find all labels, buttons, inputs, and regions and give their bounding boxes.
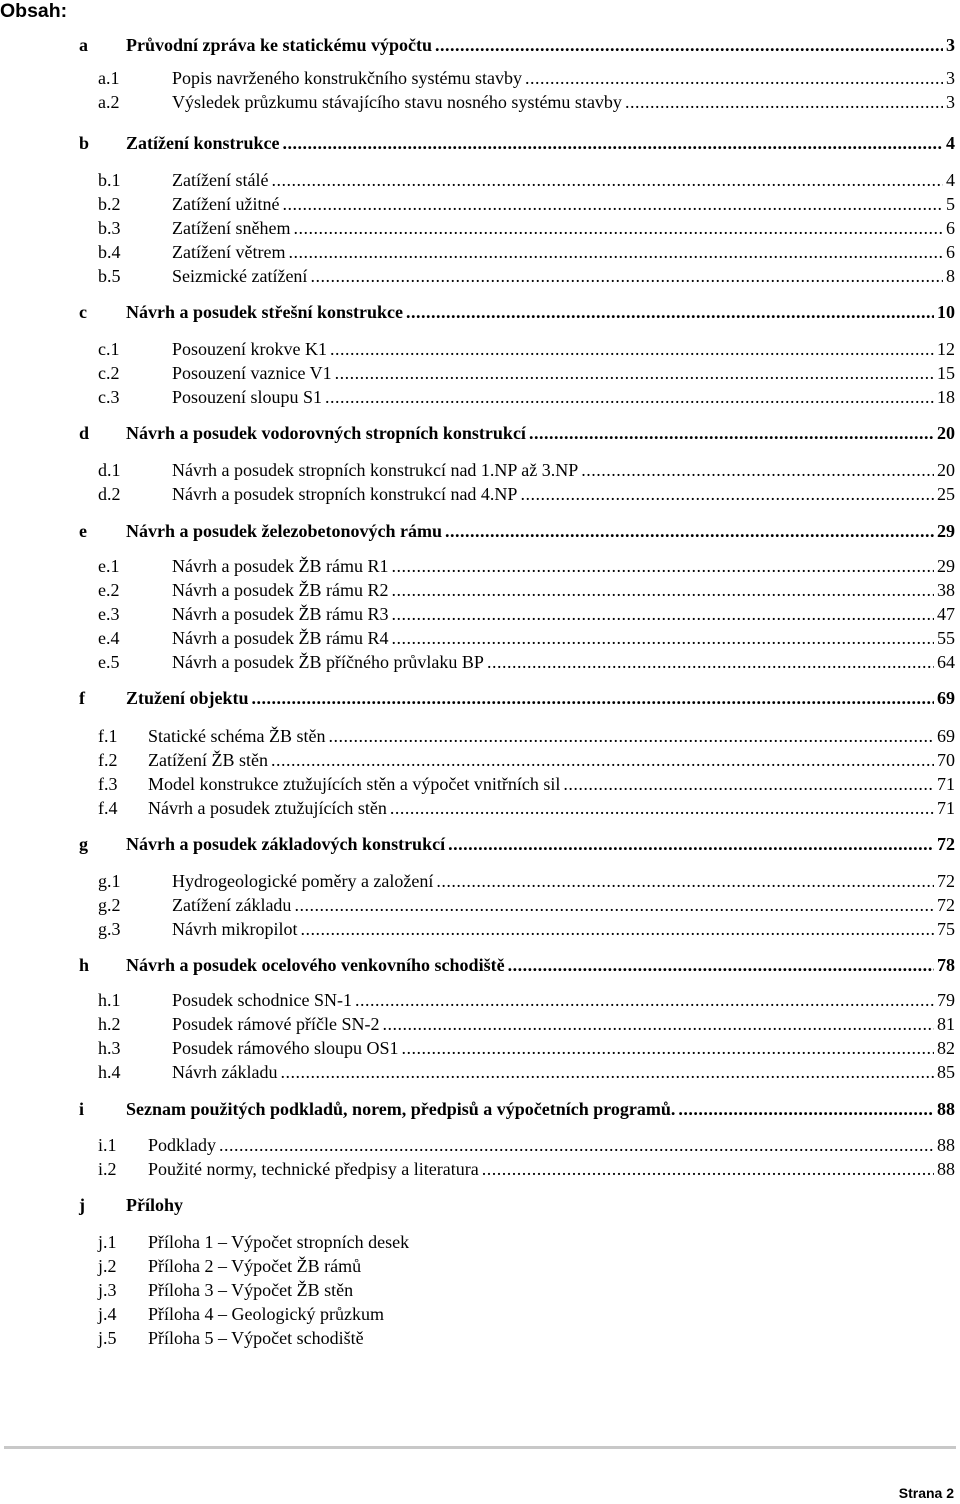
toc-entry-content	[172, 337, 955, 361]
toc-entry-number: j	[79, 1195, 85, 1215]
toc-entry-number: h	[79, 955, 90, 975]
toc-dot-leader	[678, 1097, 934, 1121]
toc-page-number: 69	[937, 688, 955, 708]
toc-entry-label: Příloha 4 – Geologický průzkum	[148, 1304, 384, 1324]
toc-page-number: 78	[937, 955, 955, 975]
toc-entry-label: Výsledek průzkumu stávajícího stavu nosného systému stavby	[172, 92, 622, 112]
toc-entry-number: d.1	[98, 460, 121, 480]
toc-entry-content	[172, 168, 955, 192]
toc-section-row[interactable]	[0, 578, 955, 602]
toc-entry-content	[172, 90, 955, 114]
toc-section-row[interactable]	[0, 1278, 955, 1302]
toc-entry-label: Posouzení krokve K1	[172, 339, 327, 359]
toc-entry-content	[126, 832, 955, 856]
toc-entry-number: b.2	[98, 194, 121, 214]
toc-entry-number: e	[79, 521, 87, 541]
toc-chapter-row[interactable]	[0, 832, 955, 856]
page-title: Obsah:	[0, 0, 68, 22]
toc-entry-number: f.1	[98, 726, 118, 746]
toc-entry-number: b.5	[98, 266, 121, 286]
toc-page-number: 15	[937, 363, 955, 383]
toc-entry-number: i	[79, 1099, 85, 1119]
toc-entry-content	[172, 917, 955, 941]
toc-entry-content	[172, 554, 955, 578]
toc-page-number: 25	[937, 484, 955, 504]
toc-entry-number: h.3	[98, 1038, 121, 1058]
toc-entry-label: Seizmické zatížení	[172, 266, 308, 286]
toc-entry-content	[172, 626, 955, 650]
toc-section-row[interactable]	[0, 337, 955, 361]
toc-page-number: 72	[937, 834, 955, 854]
toc-section-row[interactable]	[0, 724, 955, 748]
toc-entry-label: Hydrogeologické poměry a založení	[172, 871, 434, 891]
toc-dot-leader	[435, 33, 943, 57]
toc-section-row[interactable]	[0, 192, 955, 216]
toc-entry-label: Návrh a posudek ztužujících stěn	[148, 798, 387, 818]
toc-entry-number: f	[79, 688, 85, 708]
toc-dot-leader	[382, 1012, 934, 1036]
toc-dot-leader	[445, 519, 934, 543]
toc-entry-content	[148, 1302, 955, 1326]
toc-entry-content	[172, 1012, 955, 1036]
toc-entry-label: Příloha 2 – Výpočet ŽB rámů	[148, 1256, 362, 1276]
toc-entry-label: Seznam použitých podkladů, norem, předpisů a výpočetních programů.	[126, 1099, 676, 1119]
toc-section-row[interactable]	[0, 1157, 955, 1181]
toc-entry-content	[126, 33, 955, 57]
toc-dot-leader	[390, 796, 934, 820]
toc-dot-leader	[402, 1036, 935, 1060]
toc-entry-content	[172, 458, 955, 482]
toc-entry-content	[126, 686, 955, 710]
toc-entry-number: g.3	[98, 919, 121, 939]
toc-entry-label: Návrh a posudek železobetonových rámu	[126, 521, 442, 541]
toc-entry-number: a.1	[98, 68, 120, 88]
toc-dot-leader	[335, 361, 934, 385]
toc-section-row[interactable]	[0, 90, 955, 114]
toc-entry-number: e.5	[98, 652, 120, 672]
toc-page-number: 20	[937, 460, 955, 480]
toc-chapter-row[interactable]	[0, 1193, 955, 1217]
toc-entry-label: Model konstrukce ztužujících stěn a výpočet vnitřních sil	[148, 774, 561, 794]
toc-dot-leader	[293, 216, 943, 240]
toc-entry-content	[148, 796, 955, 820]
toc-page-number: 38	[937, 580, 955, 600]
toc-dot-leader	[448, 832, 934, 856]
toc-entry-content	[148, 772, 955, 796]
toc-dot-leader	[328, 724, 934, 748]
toc-entry-content	[148, 724, 955, 748]
toc-section-row[interactable]	[0, 458, 955, 482]
toc-entry-label: Zatížení základu	[172, 895, 292, 915]
toc-page-number: 4	[946, 133, 955, 153]
toc-entry-label: Popis navrženého konstrukčního systému stavby	[172, 68, 522, 88]
toc-entry-content	[172, 216, 955, 240]
toc-section-row[interactable]	[0, 1133, 955, 1157]
toc-entry-content	[126, 953, 955, 977]
toc-entry-label: Návrh a posudek stropních konstrukcí nad 1.NP až 3.NP	[172, 460, 579, 480]
toc-entry-number: i.1	[98, 1135, 117, 1155]
toc-entry-number: e.1	[98, 556, 120, 576]
toc-entry-label: Návrh mikropilot	[172, 919, 298, 939]
page-number-footer: Strana 2	[898, 1485, 954, 1501]
toc-entry-number: e.4	[98, 628, 120, 648]
toc-entry-label: Zatížení konstrukce	[126, 133, 280, 153]
toc-dot-leader	[581, 458, 934, 482]
toc-entry-content	[172, 1060, 955, 1084]
toc-dot-leader	[625, 90, 943, 114]
toc-page-number: 71	[937, 798, 955, 818]
toc-dot-leader	[280, 1060, 934, 1084]
toc-entry-number: j.5	[98, 1328, 117, 1348]
toc-entry-number: a	[79, 35, 88, 55]
toc-section-row[interactable]	[0, 917, 955, 941]
toc-dot-leader	[282, 192, 943, 216]
toc-dot-leader	[219, 1133, 934, 1157]
toc-page-number: 72	[937, 895, 955, 915]
toc-entry-label: Průvodní zpráva ke statickému výpočtu	[126, 35, 432, 55]
toc-page-number: 20	[937, 423, 955, 443]
toc-dot-leader	[325, 385, 934, 409]
toc-entry-number: c.3	[98, 387, 120, 407]
toc-entry-content	[172, 264, 955, 288]
toc-page-number: 18	[937, 387, 955, 407]
toc-entry-number: a.2	[98, 92, 120, 112]
toc-entry-number: b.3	[98, 218, 121, 238]
toc-entry-label: Návrh a posudek ŽB rámu R3	[172, 604, 389, 624]
toc-entry-content	[172, 893, 955, 917]
toc-page-number: 6	[946, 242, 955, 262]
toc-entry-content	[148, 1230, 955, 1254]
toc-page-number: 71	[937, 774, 955, 794]
toc-section-row[interactable]	[0, 602, 955, 626]
toc-entry-number: h.1	[98, 990, 121, 1010]
toc-entry-number: b.4	[98, 242, 121, 262]
toc-dot-leader	[288, 240, 943, 264]
toc-entry-number: i.2	[98, 1159, 117, 1179]
toc-section-row[interactable]	[0, 893, 955, 917]
toc-page-number: 8	[946, 266, 955, 286]
toc-entry-number: c.2	[98, 363, 120, 383]
toc-entry-content	[172, 240, 955, 264]
toc-chapter-row[interactable]	[0, 421, 955, 445]
toc-page-number: 82	[937, 1038, 955, 1058]
toc-page-number: 3	[946, 68, 955, 88]
toc-dot-leader	[391, 602, 934, 626]
toc-chapter-row[interactable]	[0, 686, 955, 710]
toc-entry-label: Přílohy	[126, 1195, 183, 1215]
toc-page-number: 72	[937, 871, 955, 891]
toc-entry-content	[172, 66, 955, 90]
toc-section-row[interactable]	[0, 772, 955, 796]
toc-entry-content	[148, 1278, 955, 1302]
toc-chapter-row[interactable]	[0, 519, 955, 543]
toc-dot-leader	[391, 554, 934, 578]
toc-entry-label: Podklady	[148, 1135, 217, 1155]
toc-entry-content	[172, 650, 955, 674]
toc-chapter-row[interactable]	[0, 1097, 955, 1121]
toc-section-row[interactable]	[0, 869, 955, 893]
toc-page-number: 29	[937, 521, 955, 541]
toc-entry-label: Posudek rámové příčle SN-2	[172, 1014, 380, 1034]
toc-page-number: 75	[937, 919, 955, 939]
toc-dot-leader	[252, 686, 934, 710]
toc-entry-content	[172, 988, 955, 1012]
toc-dot-leader	[310, 264, 943, 288]
toc-chapter-row[interactable]	[0, 33, 955, 57]
toc-chapter-row[interactable]	[0, 300, 955, 324]
toc-entry-number: f.3	[98, 774, 118, 794]
toc-entry-label: Zatížení sněhem	[172, 218, 291, 238]
toc-page-number: 3	[946, 92, 955, 112]
toc-dot-leader	[482, 1157, 934, 1181]
toc-entry-content	[126, 1097, 955, 1121]
toc-page-number: 69	[937, 726, 955, 746]
toc-entry-number: h.2	[98, 1014, 121, 1034]
toc-entry-content	[172, 192, 955, 216]
toc-section-row[interactable]	[0, 626, 955, 650]
toc-entry-label: Posudek rámového sloupu OS1	[172, 1038, 399, 1058]
toc-entry-label: Statické schéma ŽB stěn	[148, 726, 326, 746]
toc-entry-label: Návrh a posudek ŽB rámu R2	[172, 580, 389, 600]
toc-entry-content	[148, 1254, 955, 1278]
toc-page-number: 6	[946, 218, 955, 238]
toc-entry-label: Návrh a posudek základových konstrukcí	[126, 834, 446, 854]
toc-chapter-row[interactable]	[0, 953, 955, 977]
toc-dot-leader	[283, 131, 943, 155]
toc-page-number: 29	[937, 556, 955, 576]
toc-dot-leader	[330, 337, 934, 361]
toc-dot-leader	[563, 772, 934, 796]
toc-entry-label: Návrh základu	[172, 1062, 278, 1082]
toc-dot-leader	[300, 917, 934, 941]
toc-page-number: 55	[937, 628, 955, 648]
toc-entry-label: Příloha 3 – Výpočet ŽB stěn	[148, 1280, 354, 1300]
toc-section-row[interactable]	[0, 1230, 955, 1254]
toc-entry-content	[172, 482, 955, 506]
toc-entry-label: Zatížení větrem	[172, 242, 286, 262]
toc-entry-content	[126, 421, 955, 445]
toc-section-row[interactable]	[0, 482, 955, 506]
toc-entry-label: Návrh a posudek střešní konstrukce	[126, 302, 404, 322]
toc-section-row[interactable]	[0, 1060, 955, 1084]
toc-page-number: 88	[937, 1135, 955, 1155]
toc-section-row[interactable]	[0, 650, 955, 674]
toc-dot-leader	[529, 421, 934, 445]
toc-page-number: 79	[937, 990, 955, 1010]
toc-entry-label: Zatížení užitné	[172, 194, 280, 214]
toc-entry-label: Posudek schodnice SN-1	[172, 990, 352, 1010]
toc-entry-label: Návrh a posudek ocelového venkovního schodiště	[126, 955, 505, 975]
toc-dot-leader	[271, 168, 943, 192]
toc-entry-number: b	[79, 133, 90, 153]
toc-dot-leader	[525, 66, 943, 90]
footer-divider	[4, 1446, 956, 1449]
toc-entry-content	[172, 1036, 955, 1060]
toc-entry-number: j.1	[98, 1232, 117, 1252]
toc-section-row[interactable]	[0, 554, 955, 578]
toc-page-number: 47	[937, 604, 955, 624]
toc-section-row[interactable]	[0, 1326, 955, 1350]
toc-section-row[interactable]	[0, 1254, 955, 1278]
toc-dot-leader	[508, 953, 934, 977]
toc-section-row[interactable]	[0, 988, 955, 1012]
toc-entry-content	[172, 602, 955, 626]
toc-page-number: 85	[937, 1062, 955, 1082]
toc-dot-leader	[406, 300, 934, 324]
toc-section-row[interactable]	[0, 1302, 955, 1326]
toc-section-row[interactable]	[0, 748, 955, 772]
toc-section-row[interactable]	[0, 66, 955, 90]
toc-entry-content	[148, 1157, 955, 1181]
toc-entry-content	[148, 1326, 955, 1350]
toc-section-row[interactable]	[0, 168, 955, 192]
toc-entry-number: f.4	[98, 798, 118, 818]
toc-page-number: 3	[946, 35, 955, 55]
toc-entry-number: e.2	[98, 580, 120, 600]
toc-entry-content	[126, 300, 955, 324]
toc-entry-label: Návrh a posudek vodorovných stropních konstrukcí	[126, 423, 526, 443]
toc-entry-number: c.1	[98, 339, 120, 359]
toc-dot-leader	[294, 893, 934, 917]
toc-page-number: 81	[937, 1014, 955, 1034]
toc-page-number: 88	[937, 1099, 955, 1119]
toc-section-row[interactable]	[0, 1036, 955, 1060]
toc-entry-number: f.2	[98, 750, 118, 770]
toc-entry-number: d	[79, 423, 90, 443]
toc-entry-content	[172, 385, 955, 409]
toc-page-number: 4	[946, 170, 955, 190]
toc-entry-label: Návrh a posudek ŽB rámu R4	[172, 628, 389, 648]
toc-entry-content	[172, 361, 955, 385]
toc-entry-label: Použité normy, technické předpisy a literatura	[148, 1159, 479, 1179]
toc-page-number: 64	[937, 652, 955, 672]
toc-entry-content	[172, 578, 955, 602]
toc-entry-label: Příloha 5 – Výpočet schodiště	[148, 1328, 364, 1348]
toc-entry-number: g.1	[98, 871, 121, 891]
toc-dot-leader	[520, 482, 934, 506]
toc-chapter-row[interactable]	[0, 131, 955, 155]
toc-dot-leader	[487, 650, 934, 674]
toc-section-row[interactable]	[0, 240, 955, 264]
toc-dot-leader	[271, 748, 934, 772]
toc-entry-number: b.1	[98, 170, 121, 190]
toc-entry-label: Posouzení vaznice V1	[172, 363, 332, 383]
toc-page-number: 12	[937, 339, 955, 359]
toc-entry-content	[126, 1193, 955, 1217]
toc-entry-number: j.4	[98, 1304, 117, 1324]
toc-section-row[interactable]	[0, 796, 955, 820]
toc-entry-number: g	[79, 834, 88, 854]
toc-page-number: 88	[937, 1159, 955, 1179]
toc-entry-number: e.3	[98, 604, 120, 624]
toc-entry-number: d.2	[98, 484, 121, 504]
toc-section-row[interactable]	[0, 385, 955, 409]
toc-dot-leader	[436, 869, 934, 893]
toc-entry-content	[148, 1133, 955, 1157]
toc-entry-number: c	[79, 302, 87, 322]
toc-entry-number: h.4	[98, 1062, 121, 1082]
toc-page-number: 70	[937, 750, 955, 770]
toc-entry-content	[172, 869, 955, 893]
toc-entry-number: j.2	[98, 1256, 117, 1276]
toc-entry-number: j.3	[98, 1280, 117, 1300]
toc-section-row[interactable]	[0, 216, 955, 240]
toc-entry-number: g.2	[98, 895, 121, 915]
toc-entry-label: Posouzení sloupu S1	[172, 387, 323, 407]
toc-section-row[interactable]	[0, 264, 955, 288]
toc-page-number: 5	[946, 194, 955, 214]
toc-entry-content	[126, 131, 955, 155]
toc-entry-label: Zatížení ŽB stěn	[148, 750, 268, 770]
toc-entry-content	[126, 519, 955, 543]
toc-entry-label: Návrh a posudek stropních konstrukcí nad 4.NP	[172, 484, 518, 504]
toc-dot-leader	[355, 988, 934, 1012]
toc-entry-label: Zatížení stálé	[172, 170, 269, 190]
toc-section-row[interactable]	[0, 1012, 955, 1036]
toc-page-number: 10	[937, 302, 955, 322]
toc-entry-label: Příloha 1 – Výpočet stropních desek	[148, 1232, 410, 1252]
toc-dot-leader	[391, 578, 934, 602]
toc-entry-label: Ztužení objektu	[126, 688, 249, 708]
toc-dot-leader	[391, 626, 934, 650]
toc-entry-content	[148, 748, 955, 772]
toc-entry-label: Návrh a posudek ŽB příčného průvlaku BP	[172, 652, 484, 672]
toc-entry-label: Návrh a posudek ŽB rámu R1	[172, 556, 389, 576]
toc-section-row[interactable]	[0, 361, 955, 385]
